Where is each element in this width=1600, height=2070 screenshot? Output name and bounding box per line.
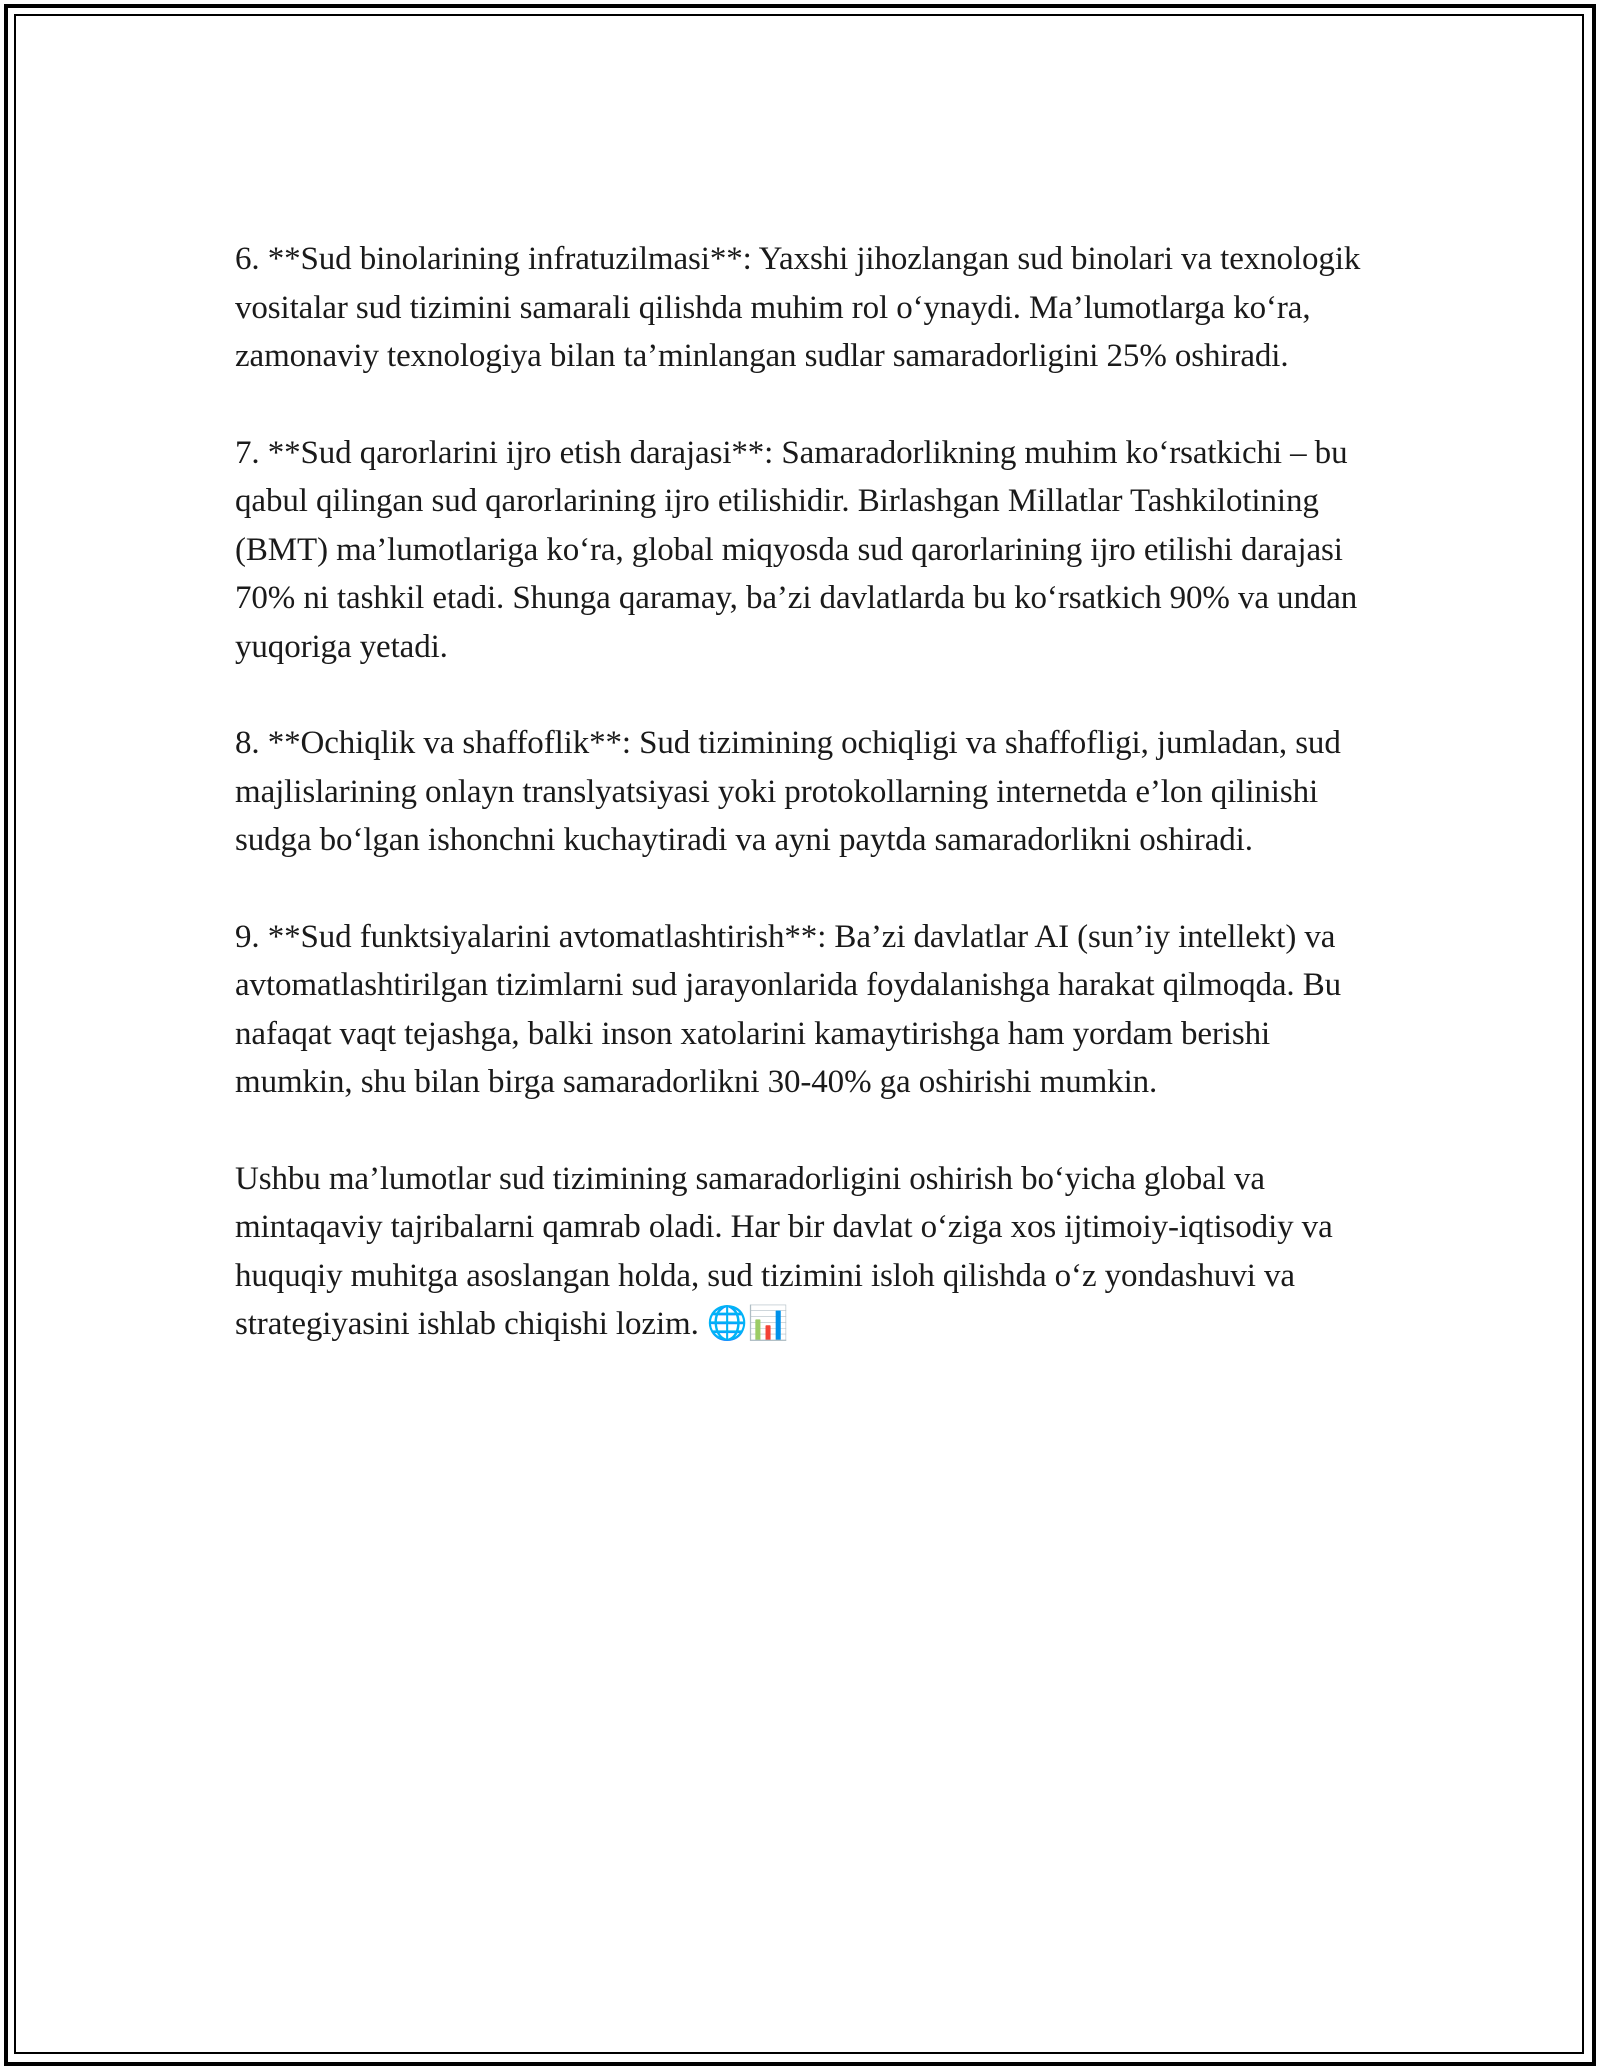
paragraph-item-6: 6. **Sud binolarining infratuzilmasi**: Yaxshi jihozlangan sud binolari va texnologik vositalar sud tizimini samarali qilishda muhim rol o‘ynaydi. Ma’lumotlarga ko‘ra, zamonaviy texnologiya bilan ta’minlangan sudlar samaradorligini 25% oshiradi. xyxy=(235,241,1361,374)
paragraph-item-9: 9. **Sud funktsiyalarini avtomatlashtirish**: Ba’zi davlatlar AI (sun’iy intellekt) va avtomatlashtirilgan tizimlarni sud jarayonlarida foydalanishga harakat qilmoqda. Bu nafaqat vaqt tejashga, balki inson xatolarini kamaytirishga ham yordam berishi mumkin, shu bilan birga samaradorlikni 30-40% ga oshirishi mumkin. xyxy=(235,918,1342,1100)
paragraph-item-8: 8. **Ochiqlik va shaffoflik**: Sud tizimining ochiqligi va shaffofligi, jumladan, sud majlislarining onlayn translyatsiyasi yoki protokollarning internetda e’lon qilinishi sudga bo‘lgan ishonchni kuchaytiradi va ayni paytda samaradorlikni oshiradi. xyxy=(235,725,1341,858)
paragraph-conclusion: Ushbu ma’lumotlar sud tizimining samaradorligini oshirish bo‘yicha global va mintaqaviy tajribalarni qamrab oladi. Har bir davlat o‘ziga xos ijtimoiy-iqtisodiy va huquqiy muhitga asoslangan holda, sud tizimini isloh qilishda o‘z yondashuvi va strategiyasini ishlab chiqishi lozim. 🌐📊 xyxy=(235,1160,1333,1342)
document-body xyxy=(235,235,1365,1349)
paragraph-item-7: 7. **Sud qarorlarini ijro etish darajasi**: Samaradorlikning muhim ko‘rsatkichi – bu qabul qilingan sud qarorlarining ijro etilishidir. Birlashgan Millatlar Tashkilotining (BMT) ma’lumotlariga ko‘ra, global miqyosda sud qarorlarining ijro etilishi darajasi 70% ni tashkil etadi. Shunga qaramay, ba’zi davlatlarda bu ko‘rsatkich 90% va undan yuqoriga yetadi. xyxy=(235,434,1358,665)
